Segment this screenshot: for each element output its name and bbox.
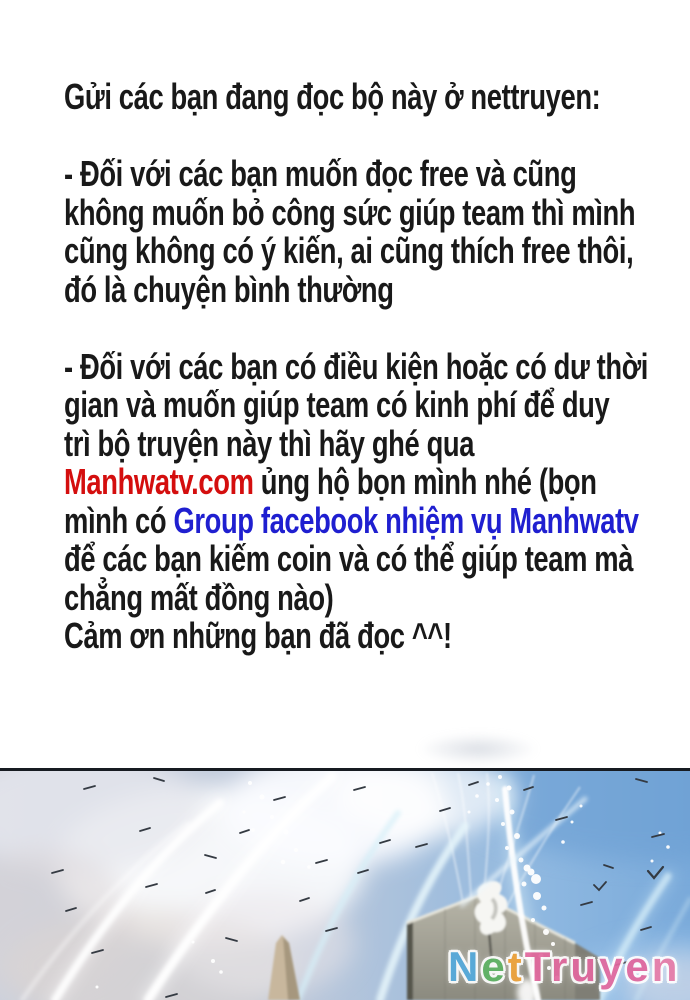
- note-line: [64, 617, 690, 656]
- watermark-letter: r: [551, 943, 571, 990]
- note-line: [64, 191, 690, 233]
- watermark-letter: u: [570, 943, 600, 990]
- note-text-segment: Group facebook nhiệm vụ Manhwatv: [173, 499, 639, 541]
- note-text-segment: Gửi các bạn đang đọc bộ này ở nettruyen:: [64, 76, 601, 117]
- note-line: [64, 386, 690, 425]
- comic-panel: [0, 768, 690, 1000]
- note-line: [64, 422, 690, 464]
- note-line: [64, 155, 690, 194]
- watermark-letter: n: [651, 943, 681, 990]
- note-text-segment: đó là chuyện bình thường: [64, 268, 394, 310]
- watermark-letter: e: [625, 943, 652, 990]
- translator-note: [64, 78, 690, 656]
- note-line: [64, 345, 690, 387]
- note-text-segment: chẳng mất đồng nào): [64, 576, 334, 618]
- note-line: [64, 232, 690, 271]
- note-text-segment: để các bạn kiếm coin và có thể giúp team mà: [64, 538, 634, 579]
- note-text-segment: không muốn bỏ công sức giúp team thì mình: [64, 191, 636, 233]
- note-text-segment: - Đối với các bạn muốn đọc free và cũng: [64, 153, 577, 194]
- note-text-segment: mình có: [64, 499, 174, 541]
- note-line: [64, 576, 690, 618]
- note-line: [64, 78, 690, 117]
- ink-smudge: [418, 733, 538, 765]
- watermark-letter: t: [507, 943, 525, 990]
- note-line: [64, 540, 690, 579]
- note-line: [64, 463, 690, 502]
- watermark-letter: N: [448, 943, 482, 990]
- note-text-segment: ủng hộ bọn mình nhé (bọn: [253, 461, 597, 502]
- note-line: [64, 117, 690, 156]
- watermark-letter: y: [599, 943, 626, 990]
- note-line: [64, 268, 690, 310]
- note-line: [64, 309, 690, 348]
- note-text-segment: - Đối với các bạn có điều kiện hoặc có dư thời: [64, 345, 648, 387]
- note-text-segment: Manhwatv.com: [64, 461, 254, 502]
- note-text-segment: cũng không có ý kiến, ai cũng thích free thôi,: [64, 230, 634, 271]
- watermark-letter: T: [524, 943, 552, 990]
- note-line: [64, 499, 690, 541]
- note-text-segment: gian và muốn giúp team có kinh phí để duy: [64, 384, 610, 425]
- nettruyen-watermark: [448, 943, 680, 991]
- watermark-letter: e: [481, 943, 508, 990]
- note-text-segment: Cảm ơn những bạn đã đọc ^^!: [64, 615, 452, 656]
- note-text-segment: trì bộ truyện này thì hãy ghé qua: [64, 422, 475, 464]
